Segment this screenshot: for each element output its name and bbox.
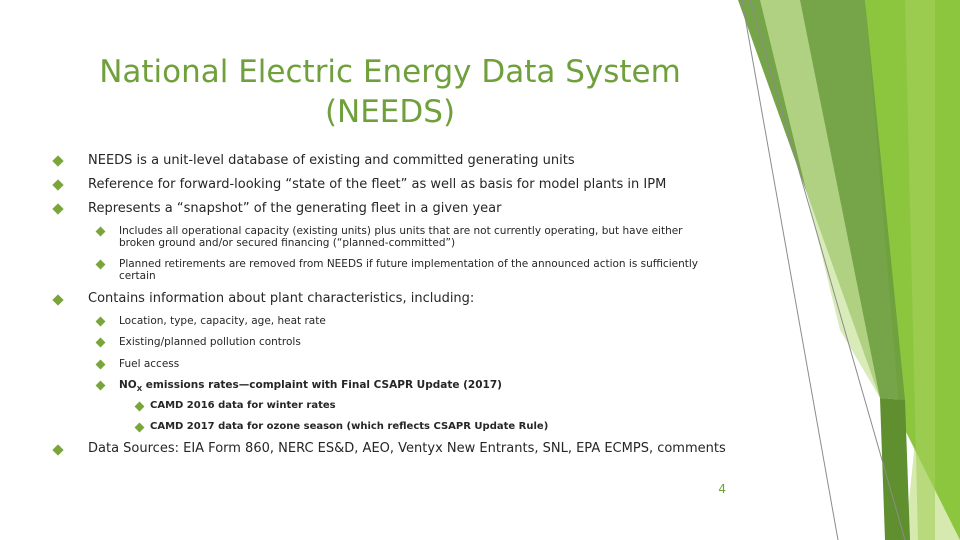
- slide-title: National Electric Energy Data System (NEEDS): [99, 54, 681, 130]
- nox-suffix: emissions rates—complaint with Final CSAPR Update (2017): [142, 379, 502, 391]
- bullet-text: CAMD 2016 data for winter rates: [150, 400, 336, 411]
- nox-subscript: X: [136, 385, 143, 394]
- bullet-text: Includes all operational capacity (existing units) plus units that are not currently operating, but have either broken ground and/or secured financing (“planned-committed”): [119, 225, 683, 249]
- bullet-text: Reference for forward-looking “state of the fleet” as well as basis for model plants in IPM: [88, 177, 667, 192]
- bullet-text: Data Sources: EIA Form 860, NERC ES&D, AEO, Ventyx New Entrants, SNL, EPA ECMPS, comments: [88, 441, 726, 456]
- bullet-text: Location, type, capacity, age, heat rate: [119, 315, 326, 327]
- bullet-text: [119, 379, 502, 395]
- nox-prefix: NO: [119, 379, 137, 391]
- bullet-text: Fuel access: [119, 358, 180, 370]
- bullet-text: Existing/planned pollution controls: [119, 336, 301, 348]
- bullet-text: Planned retirements are removed from NEEDS if future implementation of the announced action is sufficiently certain: [119, 258, 698, 282]
- bullet-text: Represents a “snapshot” of the generating fleet in a given year: [88, 201, 502, 216]
- bullet-text: NEEDS is a unit-level database of existing and committed generating units: [88, 153, 575, 168]
- bullet-text: Contains information about plant characteristics, including:: [88, 291, 475, 306]
- page-number: 4: [718, 482, 726, 496]
- bullet-text: CAMD 2017 data for ozone season (which reflects CSAPR Update Rule): [150, 421, 549, 432]
